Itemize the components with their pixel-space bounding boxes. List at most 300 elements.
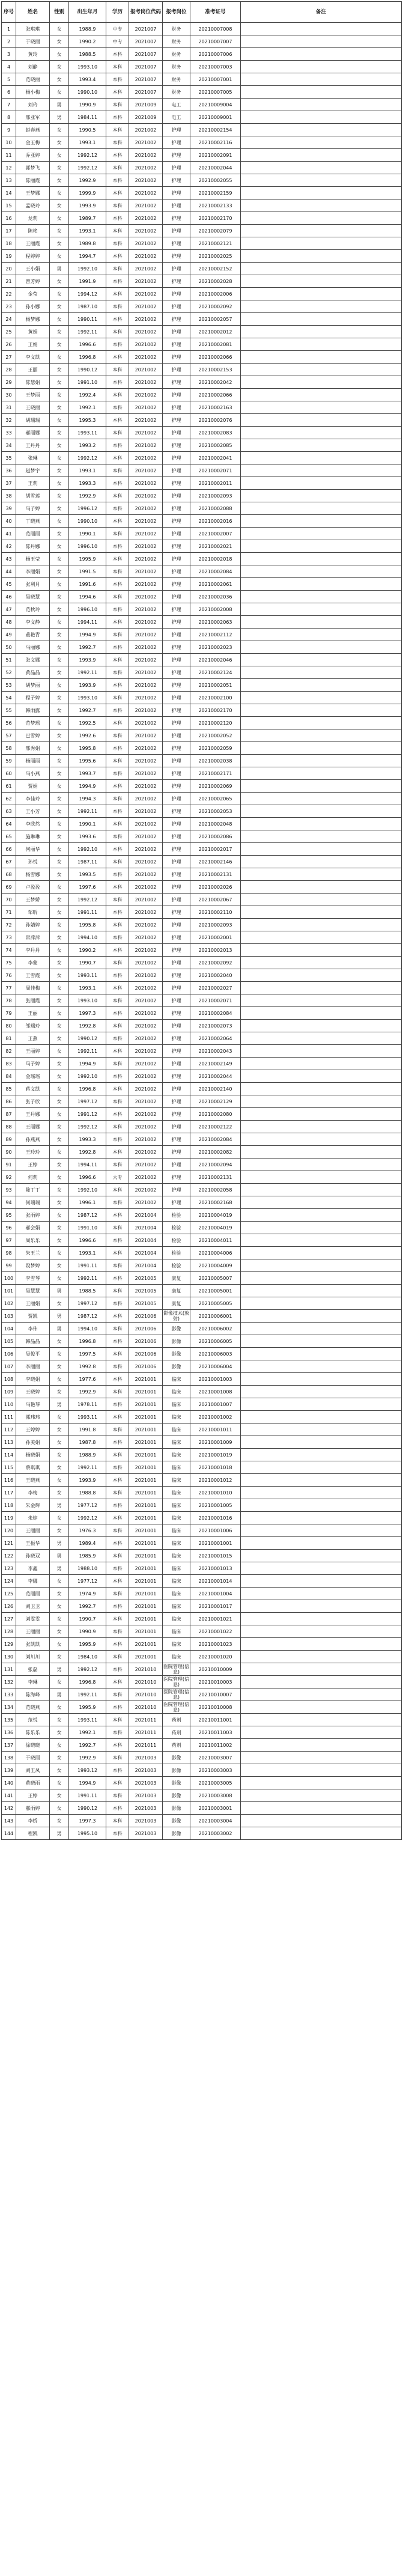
cell-col-post: 护理 xyxy=(163,427,190,439)
cell-col-remark xyxy=(241,957,402,969)
cell-col-remark xyxy=(241,1726,402,1739)
cell-col-remark xyxy=(241,199,402,212)
cell-col-remark xyxy=(241,452,402,464)
cell-col-remark xyxy=(241,1474,402,1487)
cell-col-birth: 1995.8 xyxy=(69,742,106,755)
cell-col-birth: 1984.10 xyxy=(69,1651,106,1663)
cell-col-birth: 1993.11 xyxy=(69,969,106,982)
cell-col-post-code: 2021002 xyxy=(129,830,163,843)
cell-col-ticket-number: 20210002121 xyxy=(190,237,241,250)
cell-col-remark xyxy=(241,111,402,124)
cell-col-post: 护理 xyxy=(163,755,190,767)
cell-col-index: 105 xyxy=(2,1335,16,1348)
cell-col-name: 张子欣 xyxy=(16,1095,50,1108)
cell-col-gender: 女 xyxy=(50,1083,69,1095)
cell-col-remark xyxy=(241,666,402,679)
cell-col-birth: 1995.8 xyxy=(69,919,106,931)
cell-col-ticket-number: 20210002048 xyxy=(190,818,241,830)
table-row xyxy=(2,1398,402,1411)
cell-col-birth: 1987.8 xyxy=(69,1436,106,1449)
cell-col-post: 影像技术(放射) xyxy=(163,1311,190,1321)
cell-col-remark xyxy=(241,389,402,401)
cell-col-education: 本科 xyxy=(106,692,129,704)
cell-col-education: 本科 xyxy=(106,1449,129,1461)
cell-col-index: 111 xyxy=(2,1411,16,1423)
cell-col-name: 刘卫卫 xyxy=(16,1600,50,1613)
cell-col-index: 44 xyxy=(2,565,16,578)
table-row xyxy=(2,1651,402,1663)
cell-col-birth: 1990.9 xyxy=(69,99,106,111)
cell-col-post-code: 2021003 xyxy=(129,1777,163,1789)
cell-col-post: 护理 xyxy=(163,957,190,969)
cell-col-gender: 男 xyxy=(50,1323,69,1335)
cell-col-post-code: 2021002 xyxy=(129,528,163,540)
table-row xyxy=(2,1588,402,1600)
cell-col-education: 本科 xyxy=(106,578,129,591)
cell-col-remark xyxy=(241,288,402,300)
cell-col-name: 李佳玲 xyxy=(16,793,50,805)
table-body xyxy=(2,23,402,1840)
table-header xyxy=(2,2,402,23)
cell-col-remark xyxy=(241,1827,402,1840)
cell-col-remark xyxy=(241,1600,402,1613)
cell-col-index: 69 xyxy=(2,881,16,894)
cell-col-post: 护理 xyxy=(163,389,190,401)
cell-col-name: 金莹 xyxy=(16,288,50,300)
cell-col-education: 本科 xyxy=(106,944,129,957)
cell-col-remark xyxy=(241,515,402,528)
cell-col-post: 医院管理(信息) xyxy=(163,1702,190,1713)
cell-col-birth: 1997.3 xyxy=(69,1815,106,1827)
cell-col-birth: 1996.8 xyxy=(69,1676,106,1688)
cell-col-education: 本科 xyxy=(106,1360,129,1373)
cell-col-post: 财务 xyxy=(163,23,190,35)
table-row xyxy=(2,35,402,48)
table-row xyxy=(2,1815,402,1827)
cell-col-post-code: 2021002 xyxy=(129,376,163,389)
cell-col-index: 107 xyxy=(2,1360,16,1373)
cell-col-remark xyxy=(241,1133,402,1146)
cell-col-name: 李娇 xyxy=(16,1815,50,1827)
cell-col-name: 李梅 xyxy=(16,1487,50,1499)
cell-col-index: 98 xyxy=(2,1247,16,1259)
cell-col-remark xyxy=(241,717,402,729)
table-row xyxy=(2,1121,402,1133)
cell-col-index: 41 xyxy=(2,528,16,540)
cell-col-post-code: 2021002 xyxy=(129,326,163,338)
cell-col-ticket-number: 20210002064 xyxy=(190,1032,241,1045)
cell-col-birth: 1994.6 xyxy=(69,591,106,603)
cell-col-birth: 1996.1 xyxy=(69,1196,106,1209)
table-row xyxy=(2,124,402,136)
table-row xyxy=(2,1058,402,1070)
cell-col-post: 护理 xyxy=(163,780,190,793)
cell-col-education: 本科 xyxy=(106,1386,129,1398)
table-row xyxy=(2,1714,402,1726)
cell-col-name: 王丽娟 xyxy=(16,1297,50,1310)
cell-col-ticket-number: 20210003003 xyxy=(190,1764,241,1777)
table-row xyxy=(2,1234,402,1247)
cell-col-post-code: 2021009 xyxy=(129,99,163,111)
cell-col-education: 本科 xyxy=(106,86,129,99)
table-row xyxy=(2,61,402,73)
cell-col-education: 本科 xyxy=(106,61,129,73)
cell-col-birth: 1994.9 xyxy=(69,780,106,793)
cell-col-post-code: 2021002 xyxy=(129,1196,163,1209)
cell-col-education: 本科 xyxy=(106,364,129,376)
cell-col-gender: 女 xyxy=(50,1209,69,1222)
cell-col-post: 护理 xyxy=(163,1083,190,1095)
table-row xyxy=(2,250,402,263)
cell-col-education: 本科 xyxy=(106,830,129,843)
cell-col-education: 本科 xyxy=(106,679,129,692)
cell-col-index: 144 xyxy=(2,1827,16,1840)
cell-col-education: 本科 xyxy=(106,1133,129,1146)
cell-col-index: 88 xyxy=(2,1121,16,1133)
cell-col-education: 本科 xyxy=(106,124,129,136)
cell-col-name: 孙晓双 xyxy=(16,1550,50,1562)
cell-col-name: 马子婷 xyxy=(16,1058,50,1070)
cell-col-gender: 女 xyxy=(50,994,69,1007)
cell-col-ticket-number: 20210002094 xyxy=(190,1159,241,1171)
cell-col-name: 孟晓玲 xyxy=(16,199,50,212)
cell-col-post-code: 2021002 xyxy=(129,351,163,364)
cell-col-ticket-number: 20210002067 xyxy=(190,894,241,906)
cell-col-education: 本科 xyxy=(106,338,129,351)
cell-col-birth: 1994.3 xyxy=(69,793,106,805)
cell-col-gender: 男 xyxy=(50,99,69,111)
cell-col-ticket-number: 20210002051 xyxy=(190,679,241,692)
cell-col-remark xyxy=(241,767,402,780)
cell-col-education: 本科 xyxy=(106,1739,129,1752)
cell-col-post: 护理 xyxy=(163,199,190,212)
cell-col-name: 朱婷 xyxy=(16,1512,50,1524)
cell-col-gender: 女 xyxy=(50,1247,69,1259)
cell-col-birth: 1994.9 xyxy=(69,1058,106,1070)
cell-col-name: 王婷 xyxy=(16,1159,50,1171)
cell-col-ticket-number: 20210001020 xyxy=(190,1651,241,1663)
cell-col-post: 医院管理(信息) xyxy=(163,1676,190,1687)
cell-col-post: 护理 xyxy=(163,692,190,704)
cell-col-education: 本科 xyxy=(106,1461,129,1474)
cell-col-name: 刘川川 xyxy=(16,1651,50,1663)
cell-col-gender: 女 xyxy=(50,515,69,528)
cell-col-post: 护理 xyxy=(163,1045,190,1058)
cell-col-ticket-number: 20210002059 xyxy=(190,742,241,755)
cell-col-gender: 女 xyxy=(50,1373,69,1386)
cell-col-gender: 女 xyxy=(50,629,69,641)
cell-col-gender: 女 xyxy=(50,1752,69,1764)
cell-col-post: 护理 xyxy=(163,1146,190,1159)
cell-col-post-code: 2021002 xyxy=(129,742,163,755)
cell-col-gender: 女 xyxy=(50,654,69,666)
cell-col-name: 李鑫 xyxy=(16,1562,50,1575)
cell-col-education: 本科 xyxy=(106,1789,129,1802)
cell-col-name: 张雨婷 xyxy=(16,1209,50,1222)
cell-col-gender: 女 xyxy=(50,1133,69,1146)
cell-col-birth: 1993.1 xyxy=(69,982,106,994)
cell-col-name: 陈丽霞 xyxy=(16,174,50,187)
cell-col-ticket-number: 20210007003 xyxy=(190,61,241,73)
table-row xyxy=(2,919,402,931)
table-row xyxy=(2,1436,402,1449)
table-row xyxy=(2,1083,402,1095)
cell-col-name: 王燕 xyxy=(16,1032,50,1045)
cell-col-birth: 1992.12 xyxy=(69,1512,106,1524)
table-row xyxy=(2,1449,402,1461)
cell-col-gender: 女 xyxy=(50,1487,69,1499)
cell-col-remark xyxy=(241,881,402,894)
cell-col-index: 114 xyxy=(2,1449,16,1461)
cell-col-gender: 女 xyxy=(50,1020,69,1032)
cell-col-gender: 女 xyxy=(50,225,69,237)
cell-col-ticket-number: 20210007001 xyxy=(190,73,241,86)
cell-col-index: 13 xyxy=(2,174,16,187)
cell-col-post-code: 2021010 xyxy=(129,1688,163,1701)
cell-col-name: 胡雪莲 xyxy=(16,490,50,502)
cell-col-post: 临床 xyxy=(163,1550,190,1562)
cell-col-index: 102 xyxy=(2,1297,16,1310)
cell-col-ticket-number: 20210002133 xyxy=(190,199,241,212)
cell-col-post: 护理 xyxy=(163,629,190,641)
cell-col-name: 陈丹娜 xyxy=(16,540,50,553)
cell-col-index: 9 xyxy=(2,124,16,136)
cell-col-index: 5 xyxy=(2,73,16,86)
cell-col-index: 142 xyxy=(2,1802,16,1815)
header-col-ticket-number: 准考证号 xyxy=(190,2,241,23)
cell-col-name: 贾凯 xyxy=(16,1310,50,1323)
cell-col-post: 临床 xyxy=(163,1499,190,1512)
cell-col-ticket-number: 20210001006 xyxy=(190,1524,241,1537)
cell-col-education: 本科 xyxy=(106,704,129,717)
cell-col-post: 护理 xyxy=(163,464,190,477)
cell-col-ticket-number: 20210002081 xyxy=(190,338,241,351)
cell-col-post: 护理 xyxy=(163,1171,190,1184)
table-row xyxy=(2,1335,402,1348)
cell-col-gender: 男 xyxy=(50,1285,69,1297)
cell-col-post: 影像 xyxy=(163,1360,190,1373)
cell-col-post-code: 2021001 xyxy=(129,1499,163,1512)
cell-col-gender: 女 xyxy=(50,452,69,464)
cell-col-gender: 女 xyxy=(50,1777,69,1789)
table-row xyxy=(2,263,402,275)
cell-col-index: 81 xyxy=(2,1032,16,1045)
cell-col-name: 李娜 xyxy=(16,1575,50,1588)
cell-col-remark xyxy=(241,1159,402,1171)
cell-col-ticket-number: 20210002154 xyxy=(190,124,241,136)
cell-col-ticket-number: 20210001023 xyxy=(190,1638,241,1651)
cell-col-remark xyxy=(241,931,402,944)
cell-col-index: 47 xyxy=(2,603,16,616)
table-row xyxy=(2,780,402,793)
cell-col-birth: 1992.7 xyxy=(69,1600,106,1613)
cell-col-post-code: 2021003 xyxy=(129,1764,163,1777)
cell-col-name: 范悦 xyxy=(16,1714,50,1726)
cell-col-remark xyxy=(241,1108,402,1121)
cell-col-education: 本科 xyxy=(106,957,129,969)
cell-col-post: 护理 xyxy=(163,338,190,351)
cell-col-post: 医院管理(信息) xyxy=(163,1689,190,1700)
cell-col-remark xyxy=(241,1688,402,1701)
cell-col-ticket-number: 20210002124 xyxy=(190,666,241,679)
cell-col-gender: 女 xyxy=(50,61,69,73)
cell-col-education: 本科 xyxy=(106,136,129,149)
cell-col-post: 护理 xyxy=(163,326,190,338)
cell-col-education: 本科 xyxy=(106,1196,129,1209)
table-row xyxy=(2,1789,402,1802)
cell-col-gender: 女 xyxy=(50,376,69,389)
cell-col-index: 79 xyxy=(2,1007,16,1020)
cell-col-education: 本科 xyxy=(106,389,129,401)
cell-col-remark xyxy=(241,1815,402,1827)
cell-col-index: 130 xyxy=(2,1651,16,1663)
cell-col-post: 康复 xyxy=(163,1297,190,1310)
table-row xyxy=(2,692,402,704)
table-row xyxy=(2,704,402,717)
cell-col-post: 医院管理(信息) xyxy=(163,1664,190,1675)
cell-col-post-code: 2021002 xyxy=(129,162,163,174)
cell-col-name: 吴慧慧 xyxy=(16,1285,50,1297)
table-row xyxy=(2,1159,402,1171)
cell-col-remark xyxy=(241,1411,402,1423)
cell-col-ticket-number: 20210002017 xyxy=(190,843,241,856)
cell-col-education: 本科 xyxy=(106,755,129,767)
cell-col-post: 药剂 xyxy=(163,1714,190,1726)
cell-col-gender: 女 xyxy=(50,1449,69,1461)
cell-col-birth: 1992.10 xyxy=(69,843,106,856)
cell-col-remark xyxy=(241,1588,402,1600)
table-row xyxy=(2,729,402,742)
cell-col-ticket-number: 20210001011 xyxy=(190,1423,241,1436)
cell-col-name: 孙悦 xyxy=(16,856,50,868)
cell-col-post-code: 2021011 xyxy=(129,1739,163,1752)
cell-col-birth: 1990.9 xyxy=(69,1625,106,1638)
cell-col-education: 本科 xyxy=(106,1259,129,1272)
cell-col-education: 本科 xyxy=(106,515,129,528)
cell-col-index: 52 xyxy=(2,666,16,679)
cell-col-ticket-number: 20210002027 xyxy=(190,982,241,994)
cell-col-education: 本科 xyxy=(106,969,129,982)
cell-col-gender: 女 xyxy=(50,704,69,717)
cell-col-post-code: 2021001 xyxy=(129,1487,163,1499)
cell-col-birth: 1993.9 xyxy=(69,1474,106,1487)
cell-col-gender: 女 xyxy=(50,578,69,591)
cell-col-ticket-number: 20210002028 xyxy=(190,275,241,288)
cell-col-name: 范丽丽 xyxy=(16,528,50,540)
cell-col-gender: 男 xyxy=(50,1550,69,1562)
cell-col-index: 58 xyxy=(2,742,16,755)
cell-col-gender: 女 xyxy=(50,1335,69,1348)
table-row xyxy=(2,1360,402,1373)
cell-col-name: 黄晓雨 xyxy=(16,1777,50,1789)
cell-col-name: 马艳琴 xyxy=(16,1398,50,1411)
cell-col-birth: 1992.7 xyxy=(69,704,106,717)
cell-col-post-code: 2021002 xyxy=(129,502,163,515)
cell-col-post-code: 2021001 xyxy=(129,1588,163,1600)
cell-col-education: 本科 xyxy=(106,502,129,515)
cell-col-name: 李雪琴 xyxy=(16,1272,50,1285)
cell-col-ticket-number: 20210002084 xyxy=(190,1133,241,1146)
cell-col-birth: 1997.12 xyxy=(69,1297,106,1310)
cell-col-post-code: 2021002 xyxy=(129,868,163,881)
cell-col-post-code: 2021003 xyxy=(129,1752,163,1764)
table-row xyxy=(2,1499,402,1512)
cell-col-ticket-number: 20210002053 xyxy=(190,805,241,818)
cell-col-post: 临床 xyxy=(163,1562,190,1575)
cell-col-birth: 1997.3 xyxy=(69,1007,106,1020)
cell-col-education: 本科 xyxy=(106,174,129,187)
cell-col-name: 施琳琳 xyxy=(16,830,50,843)
cell-col-gender: 女 xyxy=(50,906,69,919)
cell-col-remark xyxy=(241,1499,402,1512)
cell-col-birth: 1988.5 xyxy=(69,48,106,61)
cell-col-gender: 女 xyxy=(50,1070,69,1083)
cell-col-gender: 女 xyxy=(50,1423,69,1436)
cell-col-post: 护理 xyxy=(163,124,190,136)
cell-col-post-code: 2021002 xyxy=(129,578,163,591)
cell-col-education: 本科 xyxy=(106,1159,129,1171)
cell-col-name: 范丽丽 xyxy=(16,1588,50,1600)
cell-col-education: 本科 xyxy=(106,1398,129,1411)
cell-col-ticket-number: 20210002001 xyxy=(190,931,241,944)
cell-col-name: 邢秀娟 xyxy=(16,742,50,755)
cell-col-post-code: 2021002 xyxy=(129,654,163,666)
cell-col-post-code: 2021001 xyxy=(129,1474,163,1487)
cell-col-name: 赵梦宇 xyxy=(16,464,50,477)
cell-col-name: 邹昕 xyxy=(16,906,50,919)
cell-col-index: 25 xyxy=(2,326,16,338)
cell-col-index: 87 xyxy=(2,1108,16,1121)
cell-col-birth: 1991.10 xyxy=(69,376,106,389)
cell-col-remark xyxy=(241,578,402,591)
cell-col-post: 护理 xyxy=(163,1121,190,1133)
cell-col-gender: 女 xyxy=(50,136,69,149)
cell-col-education: 本科 xyxy=(106,225,129,237)
cell-col-ticket-number: 20210006003 xyxy=(190,1348,241,1360)
cell-col-name: 孙小娜 xyxy=(16,300,50,313)
cell-col-remark xyxy=(241,591,402,603)
cell-col-name: 王梦娇 xyxy=(16,894,50,906)
cell-col-gender: 女 xyxy=(50,237,69,250)
cell-col-name: 吴晓慧 xyxy=(16,591,50,603)
cell-col-ticket-number: 20210011003 xyxy=(190,1726,241,1739)
cell-col-name: 段梦婷 xyxy=(16,1259,50,1272)
cell-col-education: 本科 xyxy=(106,427,129,439)
cell-col-gender: 女 xyxy=(50,919,69,931)
cell-col-index: 141 xyxy=(2,1789,16,1802)
cell-col-gender: 女 xyxy=(50,1196,69,1209)
table-row xyxy=(2,1537,402,1550)
cell-col-index: 71 xyxy=(2,906,16,919)
cell-col-post-code: 2021010 xyxy=(129,1676,163,1688)
cell-col-post-code: 2021002 xyxy=(129,591,163,603)
cell-col-remark xyxy=(241,1259,402,1272)
cell-col-ticket-number: 20210001010 xyxy=(190,1487,241,1499)
cell-col-post: 护理 xyxy=(163,1184,190,1196)
cell-col-education: 本科 xyxy=(106,1007,129,1020)
cell-col-index: 101 xyxy=(2,1285,16,1297)
cell-col-ticket-number: 20210004019 xyxy=(190,1209,241,1222)
cell-col-post-code: 2021001 xyxy=(129,1550,163,1562)
cell-col-education: 本科 xyxy=(106,1499,129,1512)
cell-col-index: 135 xyxy=(2,1714,16,1726)
cell-col-post: 护理 xyxy=(163,704,190,717)
cell-col-remark xyxy=(241,565,402,578)
table-row xyxy=(2,1802,402,1815)
cell-col-name: 李欣然 xyxy=(16,818,50,830)
cell-col-ticket-number: 20210006001 xyxy=(190,1310,241,1323)
cell-col-ticket-number: 20210002092 xyxy=(190,300,241,313)
